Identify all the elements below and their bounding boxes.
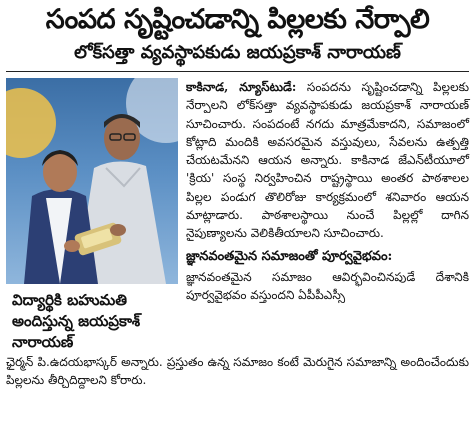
article-paragraph-2-continued: ఛైర్మన్ పి.ఉదయభాస్కర్ అన్నారు. ప్రస్తుతం ఉన్న సమాజం కంటే మెరుగైన సమాజాన్ని అందించేందుకు పిల్లలను తీర్చిదిద్దాలని కోరారు. xyxy=(6,355,469,388)
section-subheading: జ్ఞానవంతమైన సమాజంతో పూర్వవైభవం: xyxy=(186,248,393,264)
dateline: కాకినాడ, న్యూస్‌టుడే: xyxy=(186,80,297,94)
photo-caption: విద్యార్థికి బహుమతి అందిస్తున్న జయప్రకాశ్ నారాయణ్ xyxy=(12,291,141,351)
article-paragraph-2: జ్ఞానవంతమైన సమాజం ఆవిర్భవించినపుడే దేశానికి పూర్వవైభవం వస్తుందని ఏపీపీఎస్సీ xyxy=(186,269,469,302)
headline: సంపద సృష్టించడాన్ని పిల్లలకు నేర్పాలి xyxy=(45,4,430,35)
student-figure xyxy=(6,78,178,284)
paragraph-1-text: సంపదను సృష్టించడాన్ని పిల్లలకు నేర్పాలని లోక్‌సత్తా వ్యవస్థాపకుడు జయప్రకాశ్ నారాయణ్ సూచించారు. సంపదంటే నగదు మాత్రమేకాదని, సమాజంలో కోట్లాది మందికి అవసరమైన వస్తువులు, సేవలను ఉత్పత్తి చేయటమేనని ఆయన అన్నారు. కాకినాడ జేఎన్‌టీయూలో 'క్రియ' సంస్థ నిర్వహించిన రాష్ట్రస్థాయి అంతర పాఠశాలల పిల్లల పండుగ తొలిరోజు కార్యక్రమంలో శనివారం ఆయన మాట్లాడారు. పాఠశాలస్థాయి నుంచే పిల్లల్లో దాగిన నైపుణ్యాలను వెలికితీయాలని సూచించారు. xyxy=(186,80,469,241)
news-photo xyxy=(6,78,178,284)
subheadline: లోక్‌సత్తా వ్యవస్థాపకుడు జయప్రకాశ్ నారాయణ్ xyxy=(74,42,401,63)
divider xyxy=(6,71,469,72)
article-columns xyxy=(6,78,469,353)
article-paragraph-1 xyxy=(186,78,469,243)
text-column xyxy=(186,78,469,353)
photo-column xyxy=(6,78,178,353)
